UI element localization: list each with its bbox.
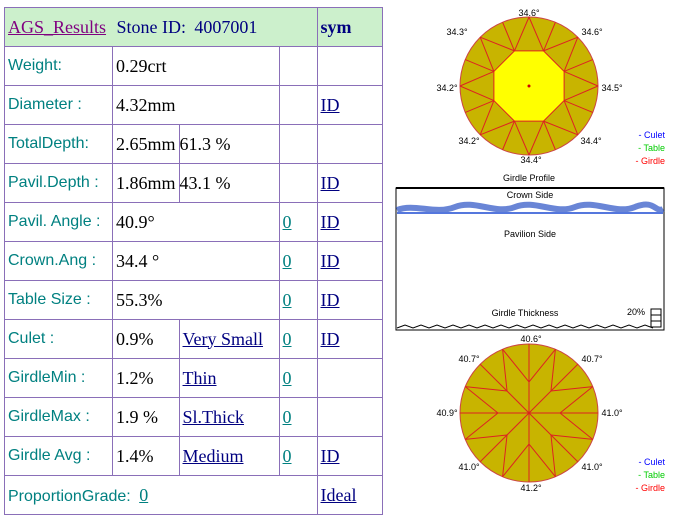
pavangle-id-link[interactable]: ID <box>320 211 340 232</box>
crown-angle-lower-right: 34.4° <box>580 136 602 146</box>
crown-legend-girdle: - Girdle <box>635 156 665 166</box>
proportion-label: ProportionGrade: <box>8 487 131 505</box>
pavdepth-label: Pavil.Depth : <box>8 174 99 191</box>
crown-angle-upper-left: 34.3° <box>446 27 468 37</box>
crown-angle-left: 34.2° <box>436 83 458 93</box>
diameter-label: Diameter : <box>8 96 82 113</box>
stone-id-value: 4007001 <box>194 16 258 37</box>
table-row <box>5 203 383 242</box>
table-row <box>5 164 383 203</box>
girdlemin-grade-link[interactable]: 0 <box>282 367 292 388</box>
girdleavg-desc-link[interactable]: Medium <box>182 445 244 466</box>
diameter-value: 4.32mm <box>116 94 176 115</box>
table-row <box>5 320 383 359</box>
pavdepth-id-link[interactable]: ID <box>320 172 340 193</box>
table-row <box>5 47 383 86</box>
girdleavg-grade-link[interactable]: 0 <box>282 445 292 466</box>
crown-angle-lower-left: 34.2° <box>458 136 480 146</box>
table-row <box>5 242 383 281</box>
header-row <box>5 8 383 47</box>
results-table <box>4 7 383 515</box>
table-row <box>5 359 383 398</box>
girdleavg-id-link[interactable]: ID <box>320 445 340 466</box>
culet-grade-link[interactable]: 0 <box>282 328 292 349</box>
girdlemax-value: 1.9 % <box>116 406 158 427</box>
crown-diagram <box>395 4 675 184</box>
crown-angle-top: 34.6° <box>518 8 540 18</box>
girdlemin-desc-link[interactable]: Thin <box>182 367 217 388</box>
table-row <box>5 86 383 125</box>
pav-angle-right: 41.0° <box>601 408 623 418</box>
culet-label: Culet : <box>8 330 55 347</box>
pav-angle-lower-right: 41.0° <box>581 462 603 472</box>
crown-legend-table: - Table <box>638 143 665 153</box>
girdlemin-value: 1.2% <box>116 367 154 388</box>
table-row <box>5 476 383 515</box>
culet-value: 0.9% <box>116 328 154 349</box>
diameter-id-link[interactable]: ID <box>320 94 340 115</box>
girdlemax-label: GirdleMax : <box>8 408 90 425</box>
girdlemin-label: GirdleMin : <box>8 369 86 386</box>
pav-angle-upper-left: 40.7° <box>458 354 480 364</box>
pav-angle-left: 40.9° <box>436 408 458 418</box>
crownang-id-link[interactable]: ID <box>320 250 340 271</box>
sym-link[interactable]: sym <box>320 16 352 37</box>
pavilion-side-label: Pavilion Side <box>503 229 557 239</box>
girdleavg-label: Girdle Avg : <box>8 447 91 464</box>
pav-legend-culet: - Culet <box>638 457 665 467</box>
pavdepth-pct: 43.1 % <box>179 172 231 193</box>
girdlemax-desc-link[interactable]: Sl.Thick <box>182 406 245 427</box>
crown-legend-culet: - Culet <box>638 130 665 140</box>
pav-legend-girdle: - Girdle <box>635 483 665 493</box>
table-row <box>5 125 383 164</box>
crown-culet-dot <box>528 85 531 88</box>
stone-id-label: Stone ID: <box>116 16 186 37</box>
crown-angle-right: 34.5° <box>601 83 623 93</box>
crownang-label: Crown.Ang : <box>8 252 97 269</box>
crown-side-label: Crown Side <box>506 190 554 200</box>
culet-desc-link[interactable]: Very Small <box>182 328 264 349</box>
tablesize-label: Table Size : <box>8 291 91 308</box>
crownang-value: 34.4 ° <box>116 250 160 271</box>
tablesize-value: 55.3% <box>116 289 163 310</box>
girdle-thickness-label: Girdle Thickness <box>491 308 559 318</box>
pav-angle-top: 40.6° <box>520 334 542 344</box>
pavangle-label: Pavil. Angle : <box>8 213 101 230</box>
culet-id-link[interactable]: ID <box>320 328 340 349</box>
pavdepth-value: 1.86mm <box>116 172 176 193</box>
totaldepth-label: TotalDepth: <box>8 135 89 152</box>
girdle-thickness-pct: 20% <box>626 307 645 317</box>
crown-angle-upper-right: 34.6° <box>581 27 603 37</box>
tablesize-id-link[interactable]: ID <box>320 289 340 310</box>
crown-angle-bottom: 34.4° <box>520 155 542 165</box>
proportion-grade-link[interactable]: 0 <box>139 484 149 505</box>
pav-angle-upper-right: 40.7° <box>581 354 603 364</box>
pav-angle-lower-left: 41.0° <box>458 462 480 472</box>
totaldepth-value: 2.65mm <box>116 133 176 154</box>
weight-value: 0.29crt <box>116 55 167 76</box>
proportion-ideal-link[interactable]: Ideal <box>320 484 357 505</box>
table-row <box>5 437 383 476</box>
table-row <box>5 398 383 437</box>
tablesize-grade-link[interactable]: 0 <box>282 289 292 310</box>
pav-legend-table: - Table <box>638 470 665 480</box>
weight-label: Weight: <box>8 57 62 74</box>
girdle-profile-title: Girdle Profile <box>502 173 556 183</box>
table-row <box>5 281 383 320</box>
pavangle-grade-link[interactable]: 0 <box>282 211 292 232</box>
pavangle-value: 40.9° <box>116 211 155 232</box>
girdle-profile <box>395 185 675 333</box>
girdleavg-value: 1.4% <box>116 445 154 466</box>
ags-results-link[interactable]: AGS_Results <box>8 16 107 37</box>
crownang-grade-link[interactable]: 0 <box>282 250 292 271</box>
pavilion-diagram <box>395 333 675 495</box>
totaldepth-pct: 61.3 % <box>179 133 231 154</box>
girdlemax-grade-link[interactable]: 0 <box>282 406 292 427</box>
pav-angle-bottom: 41.2° <box>520 483 542 493</box>
